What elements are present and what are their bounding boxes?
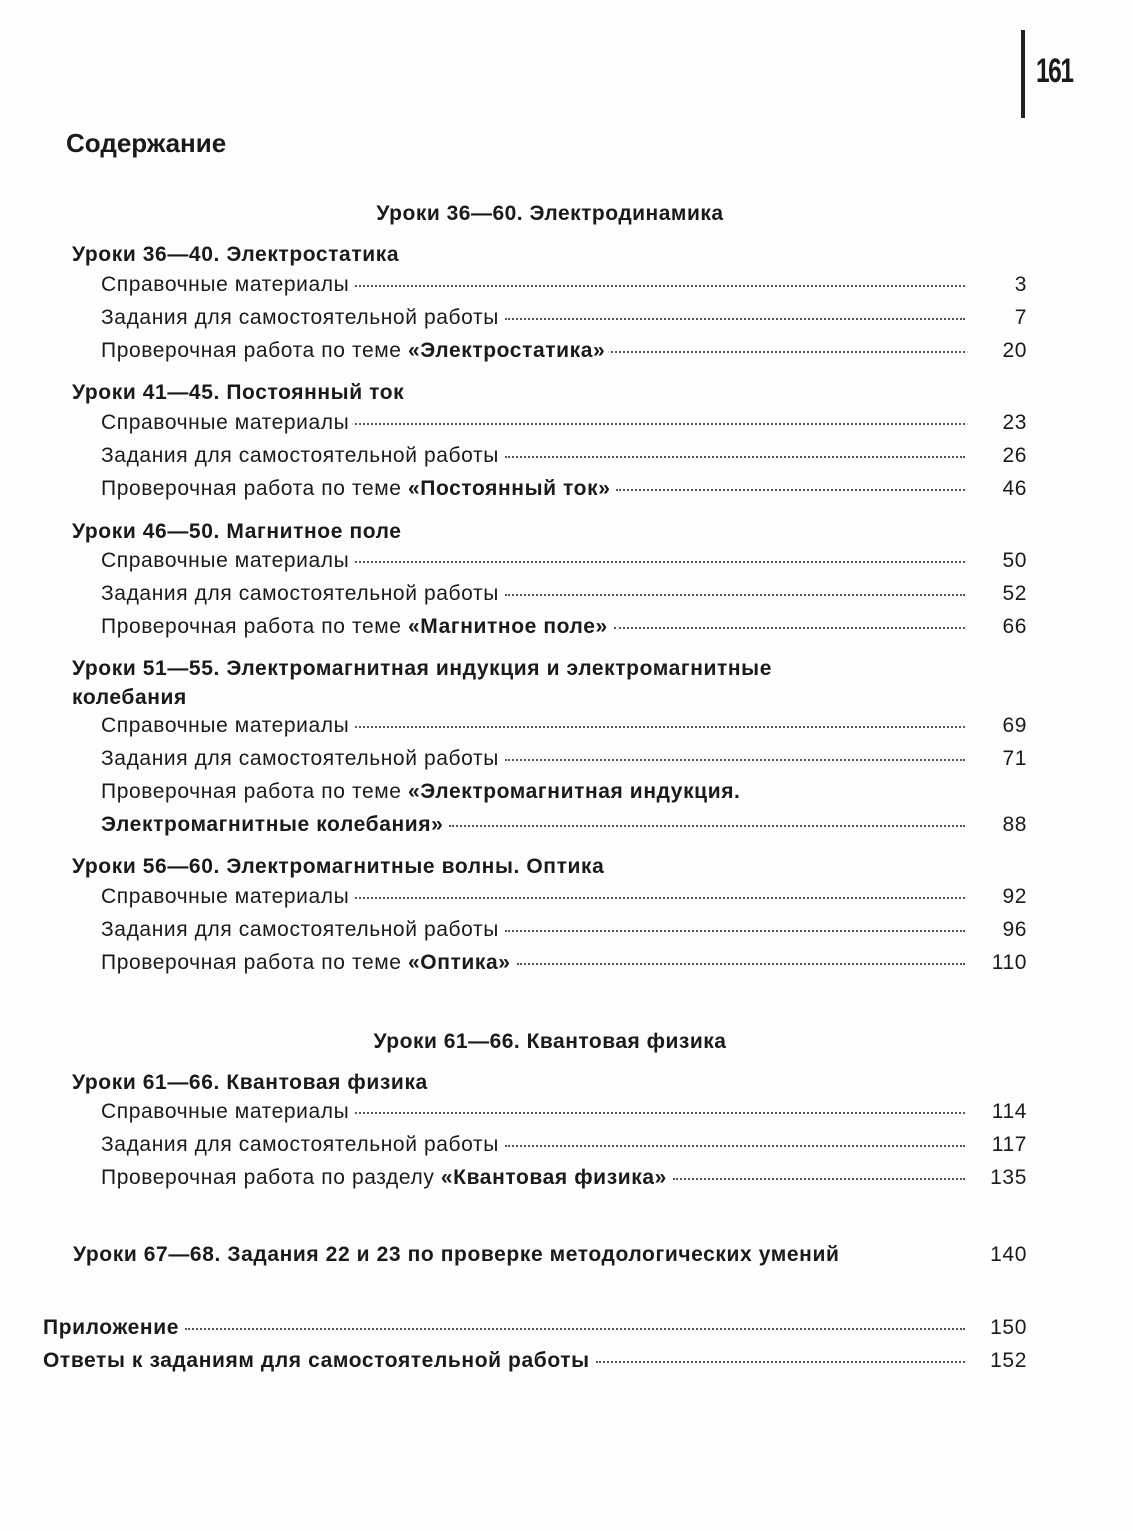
section-title-quantum: Уроки 61—66. Квантовая физика <box>72 1071 428 1094</box>
section-title-induction <box>72 654 772 712</box>
dot-leader <box>517 963 965 965</box>
entry-label: Справочные материалы <box>101 1100 350 1123</box>
entry-page: 20 <box>1002 339 1027 362</box>
entry-label: Справочные материалы <box>101 885 350 908</box>
page-number: 161 <box>1036 52 1073 90</box>
section-title-optics: Уроки 56—60. Электромагнитные волны. Оптика <box>72 855 605 878</box>
section-title-electrostatics: Уроки 36—40. Электростатика <box>72 243 400 266</box>
dot-leader <box>611 351 965 353</box>
entry-page: 92 <box>1002 885 1027 908</box>
entry-label: Задания для самостоятельной работы <box>101 918 499 941</box>
entry-page: 135 <box>990 1166 1027 1189</box>
toc-entry[interactable] <box>101 1133 1027 1163</box>
page-number-rule <box>1021 30 1025 118</box>
dot-leader <box>355 423 965 425</box>
toc-entry-answers[interactable] <box>43 1349 1027 1379</box>
toc-entry[interactable] <box>101 273 1027 303</box>
toc-entry[interactable] <box>101 582 1027 612</box>
entry-page: 26 <box>1002 444 1027 467</box>
entry-page: 46 <box>1002 477 1027 500</box>
entry-label <box>101 615 608 639</box>
entry-label-text: Проверочная работа по теме <box>101 780 408 803</box>
toc-entry[interactable] <box>101 951 1027 981</box>
toc-entry[interactable] <box>101 444 1027 474</box>
dot-leader <box>616 489 965 491</box>
toc-entry[interactable] <box>101 339 1027 369</box>
entry-label-bold: «Электромагнитная индукция. <box>407 780 741 803</box>
entry-label-bold: «Постоянный ток» <box>407 477 611 500</box>
dot-leader <box>505 1145 965 1147</box>
section-title-direct-current: Уроки 41—45. Постоянный ток <box>72 381 405 404</box>
dot-leader <box>355 1112 965 1114</box>
dot-leader <box>355 726 965 728</box>
entry-label-bold: «Оптика» <box>407 951 511 974</box>
dot-leader <box>614 627 965 629</box>
toc-entry[interactable] <box>101 885 1027 915</box>
entry-label-text: Проверочная работа по теме <box>101 339 408 362</box>
entry-label-text: Проверочная работа по теме <box>101 951 408 974</box>
toc-entry[interactable] <box>101 1100 1027 1130</box>
entry-label: Приложение <box>43 1316 180 1339</box>
dot-leader <box>505 318 965 320</box>
entry-page: 114 <box>991 1100 1027 1123</box>
dot-leader <box>355 561 965 563</box>
entry-page: 71 <box>1002 747 1027 770</box>
entry-page: 140 <box>990 1243 1027 1266</box>
entry-label-text: Проверочная работа по теме <box>101 615 408 638</box>
entry-label: Справочные материалы <box>101 273 350 296</box>
toc-entry-methodology[interactable] <box>73 1243 1027 1273</box>
entry-page: 50 <box>1002 549 1027 572</box>
entry-page: 52 <box>1002 582 1027 605</box>
toc-entry[interactable] <box>101 714 1027 744</box>
dot-leader <box>449 825 965 827</box>
entry-label <box>101 1166 667 1190</box>
part-title-electrodynamics: Уроки 36—60. Электродинамика <box>376 202 724 225</box>
dot-leader <box>673 1178 965 1180</box>
entry-page: 110 <box>991 951 1027 974</box>
entry-page: 150 <box>990 1316 1027 1339</box>
dot-leader <box>596 1361 965 1363</box>
section-title-magnetic-field: Уроки 46—50. Магнитное поле <box>72 520 402 543</box>
entry-page: 117 <box>991 1133 1027 1156</box>
toc-entry[interactable] <box>101 918 1027 948</box>
toc-entry[interactable] <box>101 477 1027 507</box>
entry-page: 23 <box>1002 411 1027 434</box>
entry-page: 152 <box>990 1349 1027 1372</box>
entry-label-text: Проверочная работа по теме <box>101 477 408 500</box>
entry-label: Задания для самостоятельной работы <box>101 444 499 467</box>
entry-label: Задания для самостоятельной работы <box>101 582 499 605</box>
entry-label-bold: «Электростатика» <box>407 339 606 362</box>
section-title-line: колебания <box>72 686 187 709</box>
entry-label: Справочные материалы <box>101 411 350 434</box>
toc-entry[interactable] <box>101 747 1027 777</box>
entry-label <box>101 780 741 804</box>
dot-leader <box>505 930 965 932</box>
part-title-quantum: Уроки 61—66. Квантовая физика <box>373 1030 727 1053</box>
entry-label: Уроки 67—68. Задания 22 и 23 по проверке методологических умений <box>73 1243 840 1266</box>
entry-label-text: Проверочная работа по разделу <box>101 1166 441 1189</box>
doc-title: Содержание <box>66 128 227 158</box>
entry-page: 69 <box>1002 714 1027 737</box>
dot-leader <box>505 594 965 596</box>
dot-leader <box>355 285 965 287</box>
toc-entry-appendix[interactable] <box>43 1316 1027 1346</box>
toc-entry[interactable] <box>101 549 1027 579</box>
toc-entry[interactable] <box>101 411 1027 441</box>
toc-entry[interactable] <box>101 1166 1027 1196</box>
entry-label <box>101 477 610 501</box>
entry-label: Задания для самостоятельной работы <box>101 1133 499 1156</box>
entry-label: Задания для самостоятельной работы <box>101 306 499 329</box>
dot-leader <box>185 1328 965 1330</box>
entry-label: Ответы к заданиям для самостоятельной работы <box>43 1349 590 1372</box>
section-title-line: Уроки 51—55. Электромагнитная индукция и электромагнитные <box>72 657 772 680</box>
dot-leader <box>355 897 965 899</box>
dot-leader <box>505 759 965 761</box>
entry-label: Справочные материалы <box>101 714 350 737</box>
toc-entry-line1[interactable] <box>101 780 1027 810</box>
toc-entry[interactable] <box>101 615 1027 645</box>
toc-entry[interactable] <box>101 306 1027 336</box>
entry-label <box>101 813 443 837</box>
entry-label-bold: «Магнитное поле» <box>407 615 608 638</box>
entry-label <box>101 951 511 975</box>
dot-leader <box>505 456 965 458</box>
entry-page: 3 <box>1014 273 1027 296</box>
entry-label-bold: «Квантовая физика» <box>440 1166 667 1189</box>
entry-page: 66 <box>1002 615 1027 638</box>
entry-label-bold: Электромагнитные колебания» <box>101 813 444 836</box>
entry-page: 88 <box>1002 813 1027 836</box>
entry-page: 7 <box>1014 306 1027 329</box>
entry-label: Справочные материалы <box>101 549 350 572</box>
entry-page: 96 <box>1002 918 1027 941</box>
entry-label <box>101 339 605 363</box>
toc-entry-line2[interactable] <box>101 813 1027 843</box>
entry-label: Задания для самостоятельной работы <box>101 747 499 770</box>
